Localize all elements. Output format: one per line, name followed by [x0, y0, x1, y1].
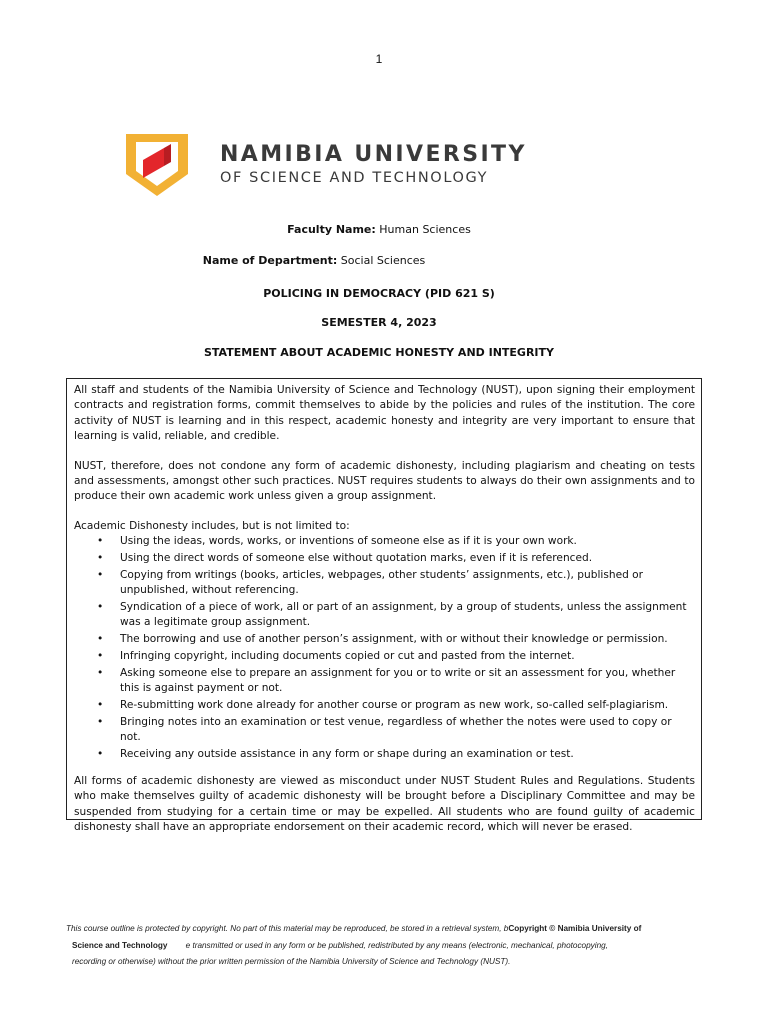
footer-institution: Science and Technology [72, 940, 168, 950]
footer-line-1-text: This course outline is protected by copyright. No part of this material may be reproduced, be stored in a retrieval system, b [66, 924, 509, 933]
list-item-text: The borrowing and use of another person’s assignment, with or without their knowledge or permission. [120, 633, 668, 646]
bullet-icon: • [97, 633, 104, 646]
bullet-icon: • [97, 568, 104, 581]
list-item-text: Receiving any outside assistance in any form or shape during an examination or test. [120, 748, 574, 761]
list-item [97, 600, 695, 631]
list-item [97, 747, 695, 762]
university-logo [122, 130, 527, 200]
list-item [97, 632, 695, 647]
statement-paragraph-2: NUST, therefore, does not condone any form of academic dishonesty, including plagiarism and cheating on tests and assessments, amongst other such practices. NUST requires students to always do their own assignments and to produce their own academic work unless given a group assignment. [74, 459, 695, 503]
bullet-icon: • [97, 748, 104, 761]
nust-shield-icon [122, 130, 192, 200]
faculty-value: Human Sciences [379, 223, 471, 236]
list-item [97, 666, 695, 697]
bullet-icon: • [97, 535, 104, 548]
footer-line-2 [66, 938, 716, 955]
list-item [97, 551, 695, 566]
course-title-text: POLICING IN DEMOCRACY (PID 621 S) [263, 287, 495, 300]
dishonesty-list-intro: Academic Dishonesty includes, but is not limited to: [74, 519, 350, 532]
logo-subtitle: OF SCIENCE AND TECHNOLOGY [220, 170, 489, 186]
bullet-icon: • [97, 699, 104, 712]
academic-integrity-statement-box [66, 378, 702, 834]
list-item-text: Infringing copyright, including documents copied or cut and pasted from the internet. [120, 650, 575, 663]
list-item-text: Copying from writings (books, articles, webpages, other students’ assignments, etc.), published or unpublished, without referencing. [120, 568, 644, 597]
bullet-icon: • [97, 601, 104, 614]
list-item [97, 698, 695, 713]
list-item-text: Syndication of a piece of work, all or part of an assignment, by a group of students, unless the assignment was a legitimate group assignment. [120, 601, 687, 629]
department-value: Social Sciences [340, 254, 426, 267]
list-item-text: Re-submitting work done already for another course or program as new work, so-called self-plagiarism. [120, 699, 669, 712]
bullet-icon: • [97, 666, 104, 679]
course-title [0, 287, 758, 300]
dishonesty-list [74, 534, 695, 762]
bullet-icon: • [97, 715, 104, 728]
list-item [97, 534, 695, 549]
faculty-label: Faculty Name: [287, 223, 376, 236]
footer-line-1 [66, 921, 716, 938]
list-item-text: Using the direct words of someone else without quotation marks, even if it is referenced. [120, 552, 593, 565]
bullet-icon: • [97, 650, 104, 663]
faculty-line [0, 223, 758, 236]
semester-text: SEMESTER 4, 2023 [321, 316, 437, 329]
logo-title: NAMIBIA UNIVERSITY [220, 142, 527, 167]
statement-title-text: STATEMENT ABOUT ACADEMIC HONESTY AND INTEGRITY [203, 346, 554, 359]
footer-line-2-text: e transmitted or used in any form or be published, redistributed by any means (electronic, mechanical, photocopying, [185, 940, 608, 950]
list-item [97, 715, 695, 746]
bullet-icon: • [97, 552, 104, 565]
list-item-text: Bringing notes into an examination or test venue, regardless of whether the notes were used to copy or not. [120, 715, 672, 744]
footer-copyright: Copyright © Namibia University of [508, 924, 642, 933]
page-number: 1 [375, 52, 383, 66]
copyright-footer [66, 921, 716, 971]
list-item [97, 649, 695, 664]
semester-title [0, 316, 758, 329]
statement-title [0, 346, 758, 359]
footer-line-3: recording or otherwise) without the prior written permission of the Namibia University of Science and Technology (NUST). [72, 957, 511, 966]
list-item [97, 568, 695, 599]
statement-paragraph-1: All staff and students of the Namibia University of Science and Technology (NUST), upon signing their employment contracts and registration forms, commit themselves to abide by the policies and rules of the institution. The core activity of NUST is learning and in this respect, academic honesty and integrity are very important to ensure that learning is valid, reliable, and credible. [74, 384, 695, 443]
department-line [0, 254, 758, 267]
statement-paragraph-3: All forms of academic dishonesty are viewed as misconduct under NUST Student Rules and Regulations. Students who make themselves guilty of academic dishonesty will be brought before a Disciplinary Committee and may be suspended from studying for a certain time or may be expelled. All students who are found guilty of academic dishonesty shall have an appropriate endorsement on their academic record, which will never be erased. [74, 774, 695, 834]
department-label: Name of Department: [202, 254, 338, 267]
list-item-text: Asking someone else to prepare an assignment for you or to write or sit an assessment for you, whether this is against payment or not. [120, 666, 676, 695]
list-item-text: Using the ideas, words, works, or inventions of someone else as if it is your own work. [120, 535, 577, 548]
